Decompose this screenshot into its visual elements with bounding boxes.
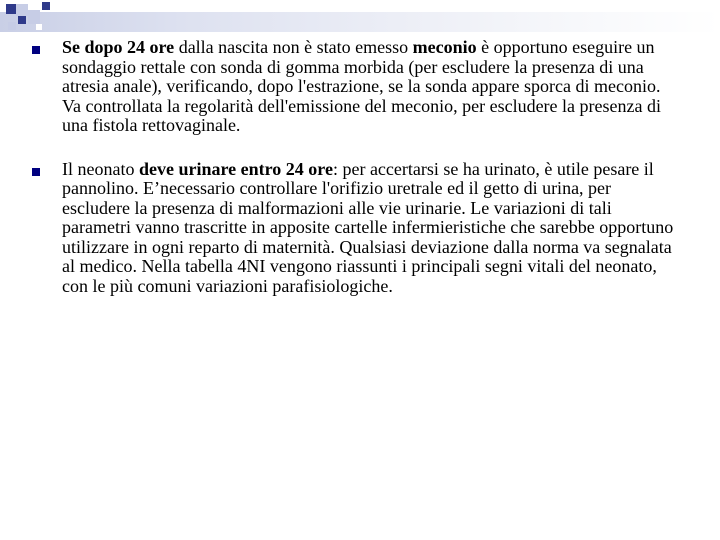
paragraph-text: : per accertarsi se ha urinato, è utile pesare il pannolino. E’necessario controllare l'orifizio uretrale ed il getto di urina, per escludere la presenza di malformazioni alle vie urinarie. Le variazioni di tali parametri vanno trascritte in apposite cartelle infermieristiche che sarebbe opportuno utilizzare in ogni reparto di maternità. Qualsiasi deviazione dalla norma va segnalata al medico. Nella tabella 4NI vengono riassunti i principali segni vitali del neonato, con le più comuni variazioni parafisiologiche. (62, 158, 674, 296)
header-decoration-band (0, 12, 720, 32)
paragraph-text: è opportuno eseguire un sondaggio rettale con sonda di gomma morbida (per escludere la presenza di una atresia anale), verificando, dopo l'estrazione, se la sonda appare sporca di meconio. Va controllata la regolarità dell'emissione del meconio, per escludere la presenza di una fistola rettovaginale. (62, 37, 661, 135)
bullet-item-urinare (32, 160, 692, 297)
paragraph-text-bold: meconio (412, 37, 477, 57)
bullet-item-meconio (32, 38, 692, 136)
paragraph-text-bold: Se dopo 24 ore (62, 37, 175, 57)
square-bullet-icon (32, 46, 40, 54)
paragraph-text-bold: deve urinare entro 24 ore (138, 158, 333, 179)
square-bullet-icon (32, 168, 40, 176)
paragraph-text: Il neonato (62, 158, 139, 179)
paragraph-meconio (62, 38, 682, 136)
bulleted-content (32, 38, 692, 320)
paragraph-text: dalla nascita non è stato emesso (174, 37, 413, 57)
paragraph-urinare (62, 160, 682, 297)
